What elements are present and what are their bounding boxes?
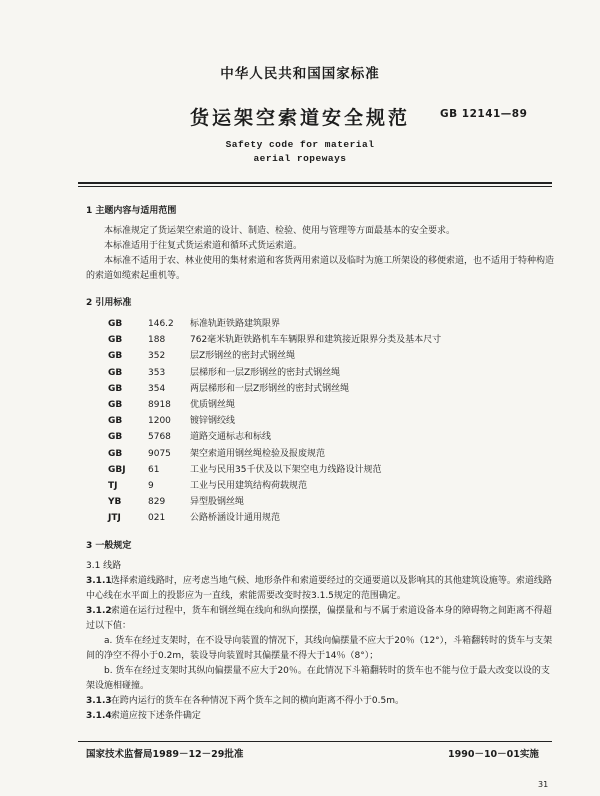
- ref-code: GB: [108, 416, 123, 427]
- paragraph: 本标准适用于往复式货运索道和循环式货运索道。: [104, 241, 303, 251]
- reference-item: [108, 494, 554, 510]
- paragraph: 本标准规定了货运架空索道的设计、制造、检验、使用与管理等方面最基本的安全要求。: [104, 226, 456, 236]
- ref-title: 优质钢丝绳: [190, 400, 236, 411]
- implementation-date: 1990－10－01实施: [448, 749, 539, 760]
- clause-number: 3.1.1: [86, 575, 112, 586]
- clause-number: 3.1.3: [86, 695, 112, 706]
- ref-title: 公路桥涵设计通用规范: [190, 513, 281, 524]
- ref-code: GB: [108, 448, 123, 459]
- ref-number: 829: [148, 497, 166, 508]
- ref-code: GB: [108, 367, 123, 378]
- ref-code: GB: [108, 351, 123, 362]
- national-standard-heading: 中华人民共和国国家标准: [220, 66, 380, 82]
- reference-item: [108, 462, 554, 478]
- ref-number: 353: [148, 367, 166, 378]
- reference-item: [108, 446, 554, 462]
- ref-code: TJ: [108, 481, 118, 492]
- ref-number: 021: [148, 513, 166, 524]
- item-text: 货车在经过支架时，在不设导向装置的情况下，其线向偏摆量不应大于20％（12°），斗箱翻转时的货车与支架间的净空不得小于0.2m，装设导向装置时其偏摆量不得大于14％（8°）；: [86, 635, 553, 661]
- ref-title: 异型股钢丝绳: [190, 497, 245, 508]
- clause-text: 索道应按下述条件确定: [110, 710, 201, 721]
- ref-number: 8918: [148, 400, 171, 411]
- header-divider-thin: [78, 186, 552, 187]
- standard-number: GB 12141—89: [440, 108, 528, 120]
- ref-code: YB: [108, 497, 122, 508]
- ref-code: GBJ: [108, 464, 126, 475]
- clause-text: 在跨内运行的货车在各种情况下两个货车之间的横向距离不得小于0.5m。: [110, 695, 404, 706]
- ref-number: 61: [148, 464, 160, 475]
- ref-title: 762毫米轨距铁路机车车辆限界和建筑接近限界分类及基本尺寸: [190, 335, 442, 346]
- ref-code: JTJ: [108, 513, 121, 524]
- ref-title: 架空索道用钢丝绳检验及报废规范: [190, 448, 326, 459]
- reference-list: [108, 316, 554, 527]
- section-heading: 3 一般规定: [86, 540, 132, 551]
- reference-item: [108, 429, 554, 445]
- reference-item: [108, 397, 554, 413]
- ref-code: GB: [108, 335, 123, 346]
- clause-text: 选择索道线路时，应考虑当地气候、地形条件和索道要经过的交通要道以及影响其的其他建筑设施等。索道线路中心线在水平面上的投影应为一直线，索能需要改变时按3.1.5规定的范围确定。: [86, 575, 552, 601]
- ref-title: 两层梯形和一层Z形钢丝的密封式钢丝绳: [190, 383, 350, 394]
- ref-number: 1200: [148, 416, 171, 427]
- ref-number: 9075: [148, 448, 171, 459]
- ref-code: GB: [108, 432, 123, 443]
- ref-number: 146.2: [148, 319, 174, 329]
- english-title: [0, 138, 600, 166]
- clause-number: 3.1.2: [86, 605, 112, 616]
- ref-code: GB: [108, 383, 123, 394]
- clause-3-1-3: [86, 694, 554, 709]
- reference-item: [108, 413, 554, 429]
- header-divider: [78, 182, 552, 184]
- clause-3-1-1: [86, 574, 554, 604]
- item-label: b.: [104, 665, 113, 676]
- ref-number: 352: [148, 351, 166, 362]
- reference-item: [108, 316, 554, 332]
- ref-number: 5768: [148, 432, 171, 443]
- reference-item: [108, 332, 554, 348]
- ref-title: 工业与民用35千伏及以下架空电力线路设计规范: [190, 464, 382, 475]
- clause-number: 3.1.4: [86, 710, 112, 721]
- ref-title: 工业与民用建筑结构荷载规范: [190, 481, 308, 492]
- list-item-a: [86, 634, 554, 664]
- ref-title: 道路交通标志和标线: [190, 432, 272, 443]
- reference-item: [108, 510, 554, 526]
- clause-3-1-4: [86, 709, 554, 724]
- ref-number: 188: [148, 335, 166, 346]
- list-item-b: [86, 664, 554, 694]
- page-title: 货运架空索道安全规范: [189, 107, 410, 129]
- clause-text: 索道在运行过程中，货车和钢丝绳在线向和纵向摆摆，偏摆量和与不属于索道设备本身的障碍物之间距离不得超过以下值：: [86, 605, 552, 631]
- reference-item: [108, 348, 554, 364]
- approval-note: 国家技术监督局1989－12－29批准: [86, 749, 244, 760]
- english-title-line1: Safety code for material: [225, 139, 375, 150]
- paragraph: 本标准不适用于农、林业使用的集材索道和客货两用索道以及临时为施工所架设的移便索道，也不适用于特种构造的索道如缆索起重机等。: [86, 256, 555, 281]
- ref-title: 镀锌钢绞线: [190, 416, 236, 427]
- item-label: a.: [104, 635, 113, 646]
- ref-title: 层Z形钢丝的密封式钢丝绳: [190, 351, 296, 362]
- ref-code: GB: [108, 400, 123, 411]
- document-body: [86, 204, 554, 724]
- reference-item: [108, 381, 554, 397]
- ref-title: 标准轨距铁路建筑限界: [190, 319, 281, 329]
- reference-item: [108, 365, 554, 381]
- ref-number: 354: [148, 383, 166, 394]
- section-heading: 1 主题内容与适用范围: [86, 206, 177, 216]
- ref-code: GB: [108, 319, 123, 329]
- footer-divider: [78, 741, 552, 742]
- item-text: 货车在经过支架时其纵向偏摆量不应大于20％。在此情况下斗箱翻转时的货车也不能与位于最大改变以设的支架设施相碰撞。: [86, 665, 550, 691]
- ref-title: 层梯形和一层Z形钢丝的密封式钢丝绳: [190, 367, 341, 378]
- ref-number: 9: [148, 481, 154, 492]
- english-title-line2: aerial ropeways: [253, 153, 347, 164]
- page-number: 31: [538, 780, 549, 789]
- reference-item: [108, 478, 554, 494]
- subsection-heading: 3.1 线路: [86, 560, 122, 571]
- section-heading: 2 引用标准: [86, 298, 132, 308]
- clause-3-1-2: [86, 604, 554, 634]
